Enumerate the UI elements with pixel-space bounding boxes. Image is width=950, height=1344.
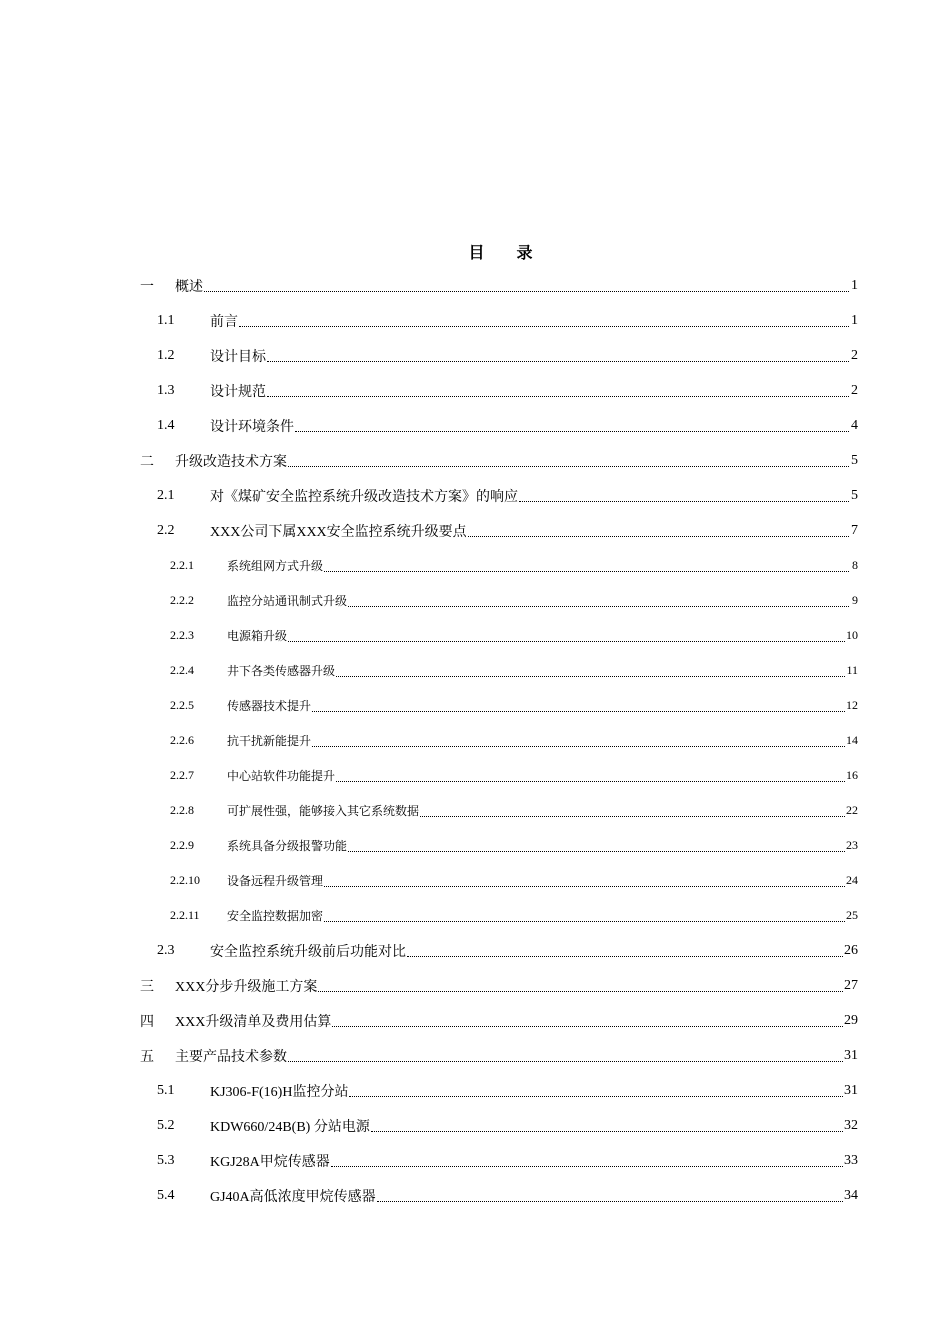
toc-entry-page-number: 27 — [844, 977, 858, 993]
toc-entry-number: 5.2 — [157, 1117, 175, 1133]
toc-entry-number: 2.2 — [157, 522, 175, 538]
toc-entry-title: 传感器技术提升 — [227, 699, 312, 713]
toc-entry-page-number: 16 — [846, 768, 858, 782]
toc-entry-title: 概述 — [175, 279, 203, 295]
toc-entry[interactable] — [140, 1143, 858, 1178]
toc-dot-leader — [239, 318, 849, 327]
toc-entry-page-number: 31 — [844, 1047, 858, 1063]
toc-entry-number: 2.3 — [157, 942, 175, 958]
toc-entry[interactable] — [140, 1038, 858, 1073]
toc-entry-number: 1.2 — [157, 347, 175, 363]
toc-entry-title: 设备远程升级管理 — [227, 874, 324, 888]
toc-entry-title: 前言 — [210, 314, 238, 330]
toc-entry-number: 2.2.4 — [170, 663, 194, 677]
toc-entry[interactable] — [140, 1073, 858, 1108]
toc-entry[interactable] — [140, 1003, 858, 1038]
toc-dot-leader — [295, 423, 849, 432]
toc-entry-title: 设计规范 — [210, 384, 266, 400]
toc-entry[interactable] — [140, 513, 858, 548]
toc-entry[interactable] — [140, 898, 858, 933]
toc-entry-title: 监控分站通讯制式升级 — [227, 594, 348, 608]
toc-dot-leader — [267, 388, 849, 397]
toc-entry-page-number: 23 — [846, 838, 858, 852]
toc-entry-title: 对《煤矿安全监控系统升级改造技术方案》的响应 — [210, 489, 518, 505]
toc-entry-title: 系统组网方式升级 — [227, 559, 324, 573]
toc-dot-leader — [288, 633, 845, 642]
toc-dot-leader — [407, 948, 843, 957]
toc-entry[interactable] — [140, 723, 858, 758]
toc-entry-page-number: 8 — [852, 558, 858, 572]
toc-entry[interactable] — [140, 688, 858, 723]
toc-entry-number: 1.4 — [157, 417, 175, 433]
toc-entry-page-number: 12 — [846, 698, 858, 712]
toc-entry-page-number: 9 — [852, 593, 858, 607]
toc-entry-page-number: 32 — [844, 1117, 858, 1133]
toc-dot-leader — [204, 283, 849, 292]
toc-entry[interactable] — [140, 443, 858, 478]
toc-entry-number: 5.4 — [157, 1187, 175, 1203]
toc-dot-leader — [267, 353, 849, 362]
toc-entry-number: 2.2.9 — [170, 838, 194, 852]
toc-dot-leader — [312, 738, 845, 747]
toc-entry-title: 安全监控系统升级前后功能对比 — [210, 944, 406, 960]
toc-entry-page-number: 5 — [851, 487, 858, 503]
toc-entry-number: 2.1 — [157, 487, 175, 503]
toc-entry[interactable] — [140, 828, 858, 863]
toc-entry-number: 1.3 — [157, 382, 175, 398]
toc-entry-number: 2.2.11 — [170, 908, 200, 922]
toc-entry[interactable] — [140, 653, 858, 688]
toc-entry-page-number: 33 — [844, 1152, 858, 1168]
toc-dot-leader — [420, 808, 845, 817]
toc-entry-number: 2.2.10 — [170, 873, 200, 887]
toc-entry[interactable] — [140, 863, 858, 898]
toc-entry-title: XXX分步升级施工方案 — [175, 979, 318, 995]
toc-entry-page-number: 10 — [846, 628, 858, 642]
toc-dot-leader — [312, 703, 845, 712]
toc-entry-title: 主要产品技术参数 — [175, 1049, 287, 1065]
toc-entry[interactable] — [140, 1108, 858, 1143]
toc-dot-leader — [288, 458, 849, 467]
toc-entry-number: 三 — [140, 979, 154, 995]
toc-entry-page-number: 34 — [844, 1187, 858, 1203]
toc-entry[interactable] — [140, 303, 858, 338]
toc-entry[interactable] — [140, 758, 858, 793]
toc-entry-title: 升级改造技术方案 — [175, 454, 287, 470]
toc-entry[interactable] — [140, 268, 858, 303]
toc-entry-title: 井下各类传感器升级 — [227, 664, 336, 678]
toc-dot-leader — [318, 983, 843, 992]
toc-dot-leader — [324, 878, 845, 887]
toc-entry-page-number: 14 — [846, 733, 858, 747]
toc-entry[interactable] — [140, 933, 858, 968]
toc-entry-title: 中心站软件功能提升 — [227, 769, 336, 783]
toc-entry-number: 2.2.6 — [170, 733, 194, 747]
toc-entry-number: 2.2.7 — [170, 768, 194, 782]
toc-entry-number: 1.1 — [157, 312, 175, 328]
toc-entry[interactable] — [140, 1178, 858, 1213]
toc-dot-leader — [336, 773, 845, 782]
toc-entry-title: 抗干扰新能提升 — [227, 734, 312, 748]
toc-entry[interactable] — [140, 408, 858, 443]
toc-entry-number: 一 — [140, 279, 154, 295]
toc-entry[interactable] — [140, 548, 858, 583]
toc-entry[interactable] — [140, 583, 858, 618]
toc-entry-title: 可扩展性强，能够接入其它系统数据 — [227, 804, 420, 818]
toc-entry-number: 四 — [140, 1014, 154, 1030]
toc-dot-leader — [371, 1123, 843, 1132]
toc-entry-page-number: 31 — [844, 1082, 858, 1098]
toc-dot-leader — [332, 1018, 843, 1027]
toc-dot-leader — [288, 1053, 843, 1062]
toc-entry-page-number: 26 — [844, 942, 858, 958]
toc-entry-page-number: 25 — [846, 908, 858, 922]
toc-dot-leader — [336, 668, 845, 677]
toc-entry[interactable] — [140, 793, 858, 828]
toc-dot-leader — [377, 1193, 843, 1202]
toc-entry[interactable] — [140, 373, 858, 408]
toc-entry-number: 2.2.8 — [170, 803, 194, 817]
toc-dot-leader — [519, 493, 849, 502]
toc-entry-number: 2.2.5 — [170, 698, 194, 712]
toc-entry-number: 2.2.2 — [170, 593, 194, 607]
table-of-contents — [140, 268, 858, 1213]
toc-entry-page-number: 29 — [844, 1012, 858, 1028]
toc-entry-title: XXX升级清单及费用估算 — [175, 1014, 332, 1030]
toc-entry[interactable] — [140, 338, 858, 373]
toc-entry-page-number: 22 — [846, 803, 858, 817]
toc-entry-number: 二 — [140, 454, 154, 470]
toc-dot-leader — [468, 528, 849, 537]
toc-dot-leader — [324, 563, 849, 572]
toc-entry-page-number: 4 — [851, 417, 858, 433]
toc-entry-page-number: 1 — [851, 277, 858, 293]
toc-entry-title: GJ40A高低浓度甲烷传感器 — [210, 1189, 376, 1205]
toc-entry-page-number: 1 — [851, 312, 858, 328]
toc-entry-title: 电源箱升级 — [227, 629, 288, 643]
toc-dot-leader — [348, 598, 849, 607]
toc-entry-page-number: 11 — [846, 663, 858, 677]
toc-entry-title: 系统具备分级报警功能 — [227, 839, 348, 853]
toc-entry-title: XXX公司下属XXX安全监控系统升级要点 — [210, 524, 467, 540]
toc-entry[interactable] — [140, 478, 858, 513]
toc-entry-page-number: 2 — [851, 382, 858, 398]
toc-entry-number: 5.1 — [157, 1082, 175, 1098]
toc-entry-number: 五 — [140, 1049, 154, 1065]
toc-entry-page-number: 5 — [851, 452, 858, 468]
toc-entry-title: KDW660/24B(B) 分站电源 — [210, 1119, 370, 1135]
toc-entry-title: 设计环境条件 — [210, 419, 294, 435]
toc-entry-title: KGJ28A甲烷传感器 — [210, 1154, 330, 1170]
toc-entry-page-number: 2 — [851, 347, 858, 363]
toc-entry-number: 2.2.1 — [170, 558, 194, 572]
toc-entry[interactable] — [140, 968, 858, 1003]
toc-entry-number: 5.3 — [157, 1152, 175, 1168]
toc-entry-page-number: 24 — [846, 873, 858, 887]
toc-entry-title: 设计目标 — [210, 349, 266, 365]
toc-entry-number: 2.2.3 — [170, 628, 194, 642]
toc-dot-leader — [348, 843, 845, 852]
toc-entry[interactable] — [140, 618, 858, 653]
toc-title: 目 录 — [468, 245, 547, 262]
toc-dot-leader — [349, 1088, 843, 1097]
toc-entry-page-number: 7 — [851, 522, 858, 538]
toc-dot-leader — [331, 1158, 843, 1167]
toc-entry-title: KJ306-F(16)H监控分站 — [210, 1084, 349, 1100]
toc-entry-title: 安全监控数据加密 — [227, 909, 324, 923]
toc-dot-leader — [324, 913, 845, 922]
